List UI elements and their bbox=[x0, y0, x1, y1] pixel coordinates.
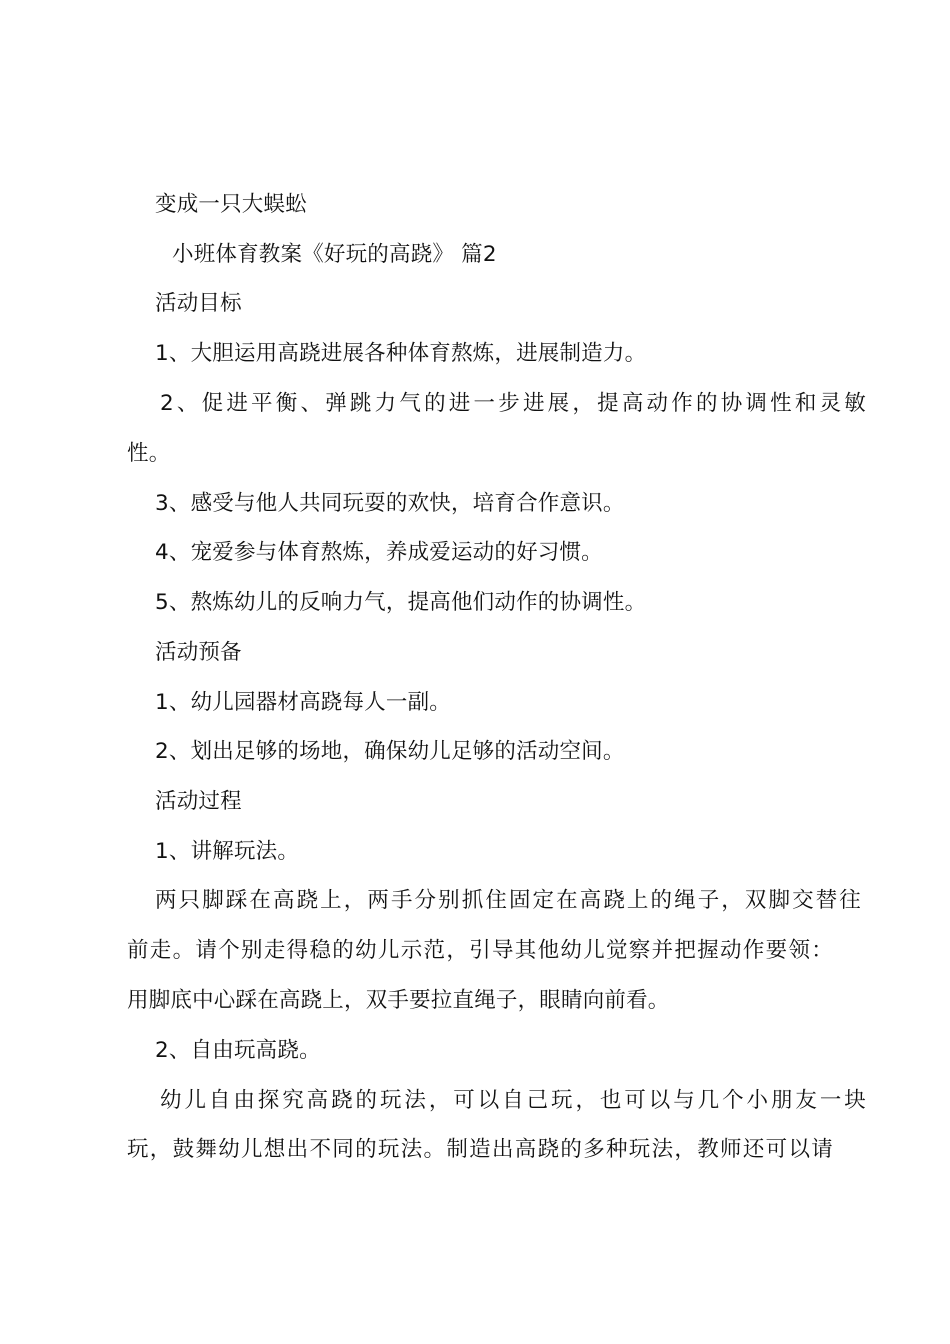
section-heading: 活动预备 bbox=[155, 640, 242, 665]
paragraph-text: 玩，鼓舞幼儿想出不同的玩法。制造出高跷的多种玩法，教师还可以请 bbox=[127, 1137, 833, 1162]
paragraph-text: 两只脚踩在高跷上，两手分别抓住固定在高跷上的绳子，双脚交替往 bbox=[155, 888, 861, 913]
list-item: 4、宠爱参与体育熬炼，养成爱运动的好习惯。 bbox=[155, 540, 603, 565]
paragraph-text: 变成一只大蜈蚣 bbox=[155, 192, 307, 217]
paragraph-text: 前走。请个别走得稳的幼儿示范，引导其他幼儿觉察并把握动作要领： bbox=[127, 938, 833, 963]
section-title: 小班体育教案《好玩的高跷》 篇2 bbox=[172, 242, 497, 267]
list-item: 1、讲解玩法。 bbox=[155, 839, 300, 864]
paragraph-text: 用脚底中心踩在高跷上，双手要拉直绳子，眼睛向前看。 bbox=[127, 988, 670, 1013]
list-item-continuation: 性。 bbox=[127, 441, 171, 466]
list-item: 2、划出足够的场地，确保幼儿足够的活动空间。 bbox=[155, 739, 625, 764]
list-item: 1、幼儿园器材高跷每人一副。 bbox=[155, 690, 451, 715]
list-item: 3、感受与他人共同玩耍的欢快，培育合作意识。 bbox=[155, 491, 625, 516]
list-item: 2、自由玩高跷。 bbox=[155, 1038, 321, 1063]
list-item: 5、熬炼幼儿的反响力气，提高他们动作的协调性。 bbox=[155, 590, 647, 615]
list-item: 1、大胆运用高跷进展各种体育熬炼，进展制造力。 bbox=[155, 341, 647, 366]
paragraph-text: 幼儿自由探究高跷的玩法，可以自己玩，也可以与几个小朋友一块 bbox=[160, 1088, 866, 1113]
list-item: 2、促进平衡、弹跳力气的进一步进展，提高动作的协调性和灵敏 bbox=[160, 391, 866, 416]
section-heading: 活动过程 bbox=[155, 789, 242, 814]
section-heading: 活动目标 bbox=[155, 291, 242, 316]
